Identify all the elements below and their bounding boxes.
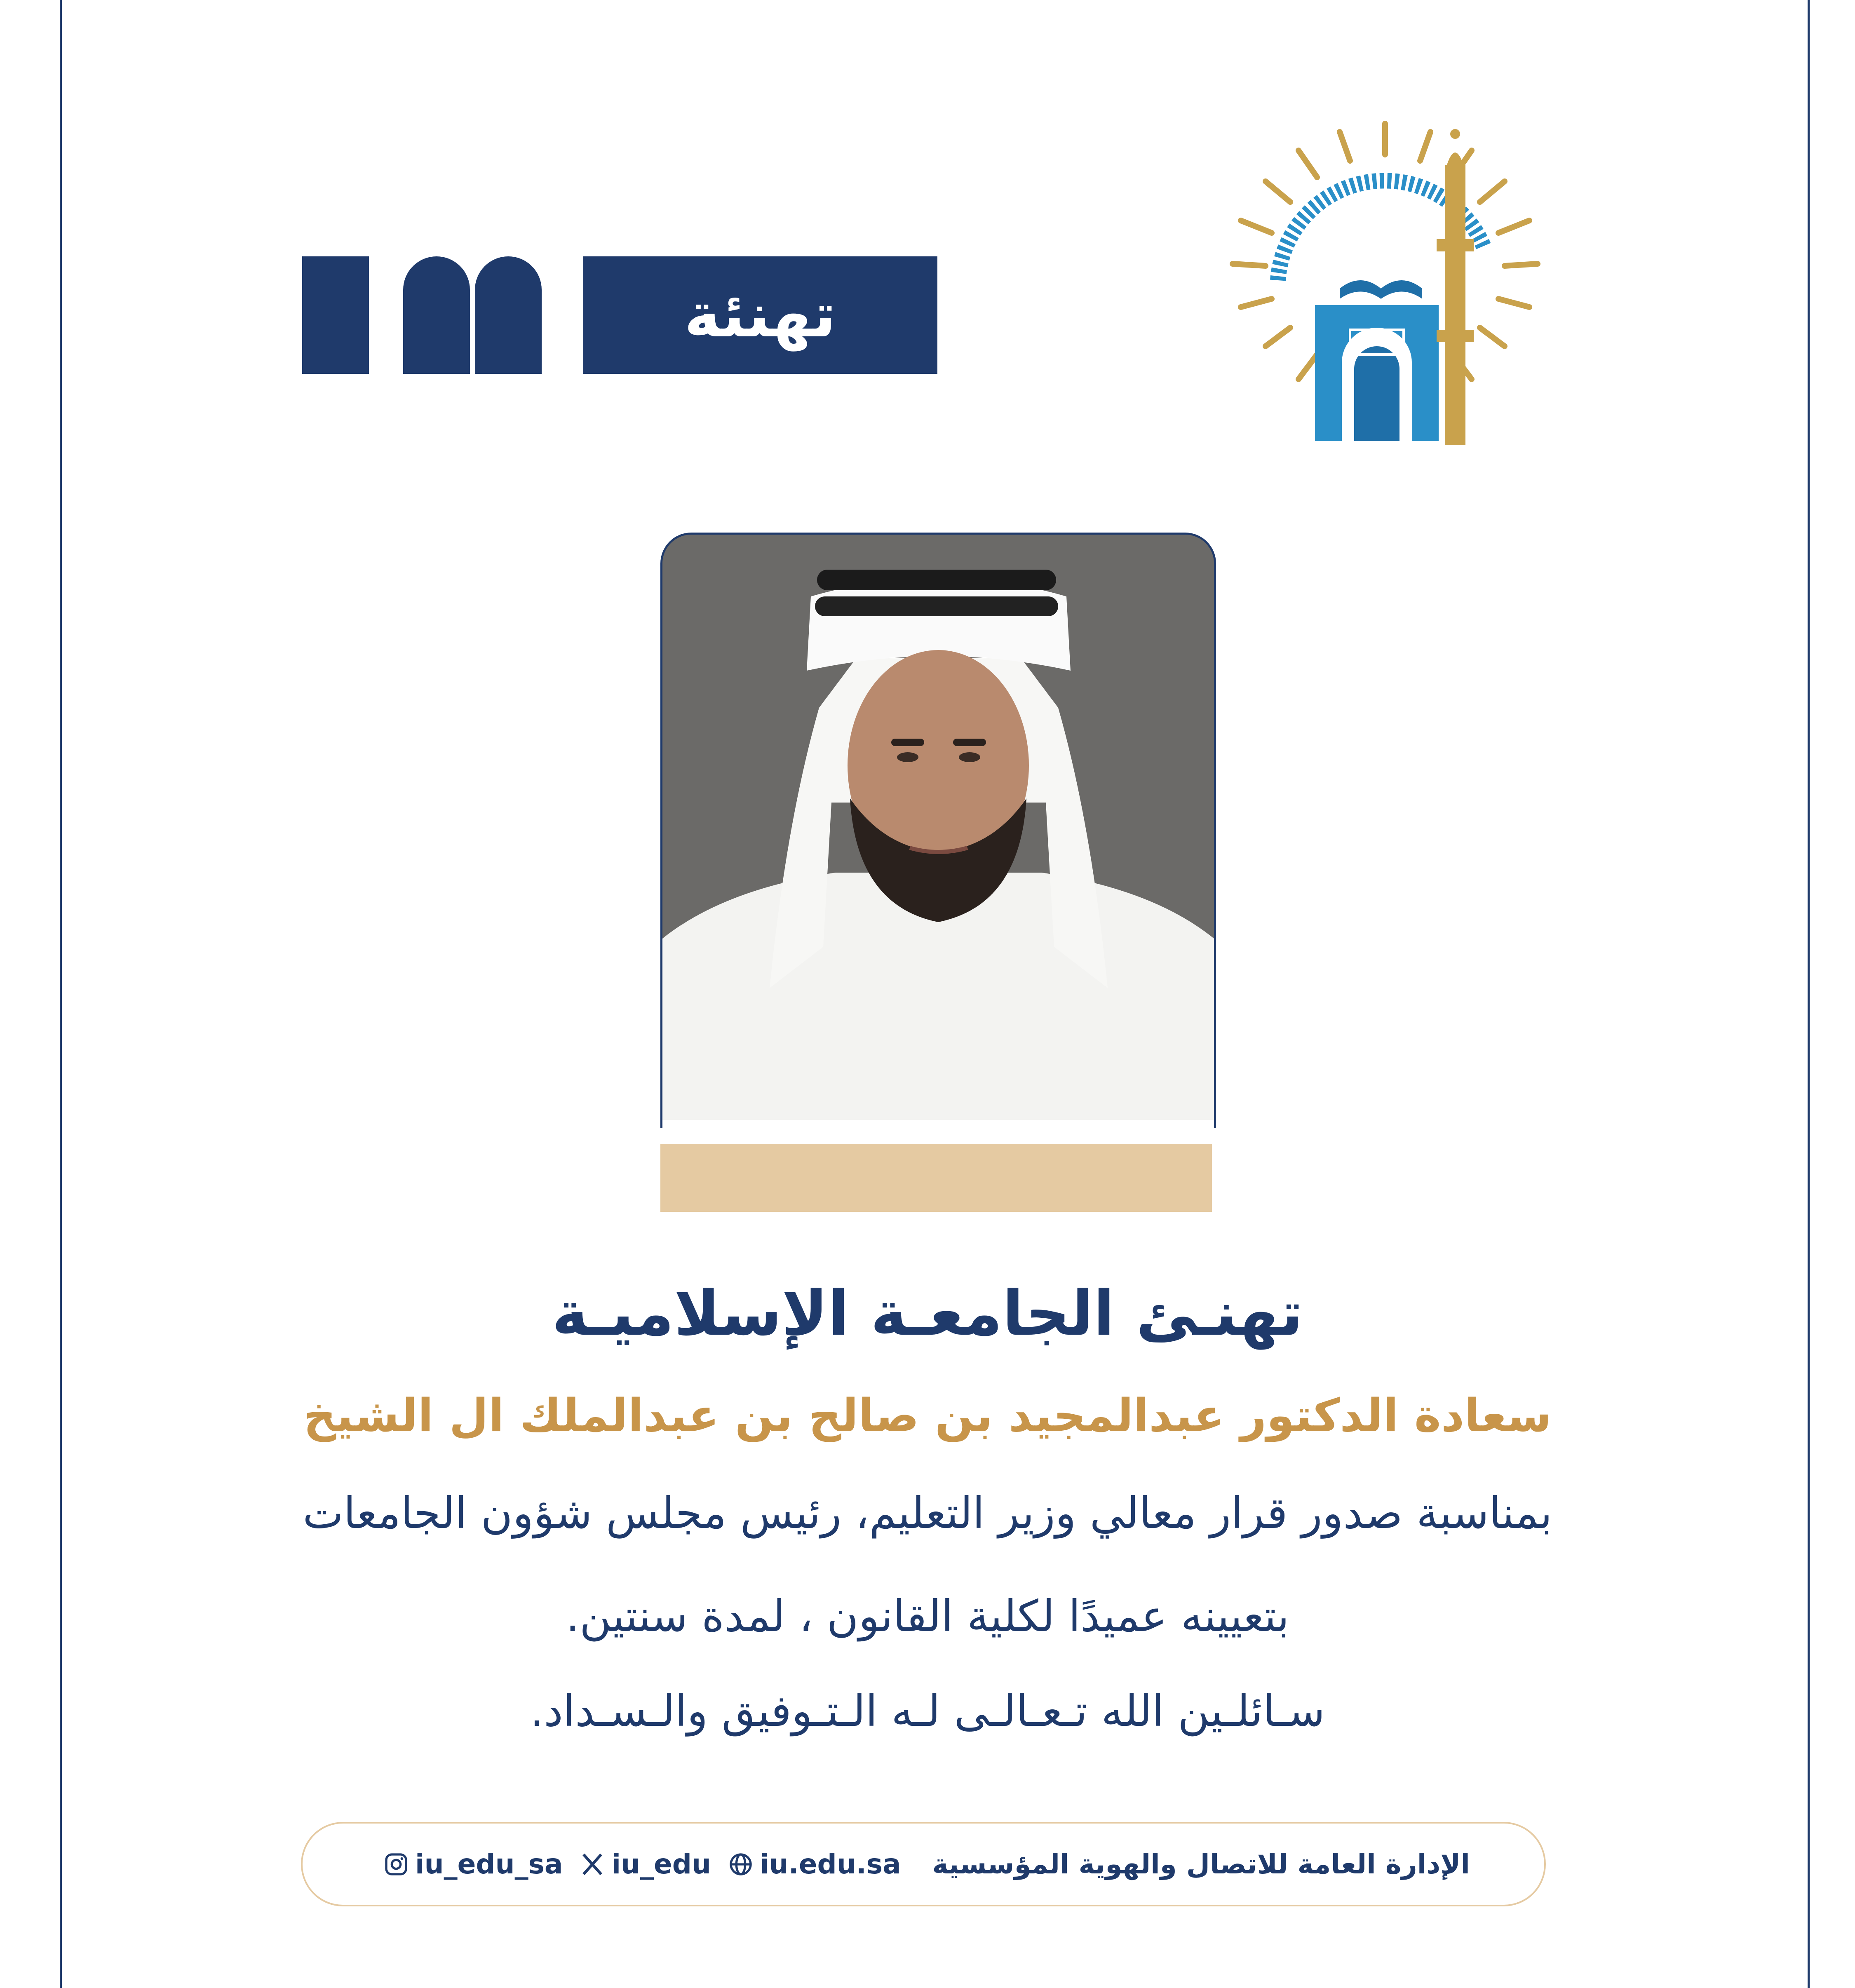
globe-icon xyxy=(728,1851,754,1878)
message-line-3: سـائلـين الله تـعـالـى لـه الـتـوفيق والـسـداد. xyxy=(530,1686,1325,1736)
x-icon xyxy=(579,1851,606,1878)
honoree-name: سعادة الدكتور عبدالمجيد بن صالح بن عبدالملك ال الشيخ xyxy=(303,1389,1552,1442)
message-line-2: بتعيينه عميدًا لكلية القانون ، لمدة سنتين. xyxy=(566,1591,1289,1641)
social-links xyxy=(383,1824,901,1905)
department-name: الإدارة العامة للاتصال والهوية المؤسسية xyxy=(932,1848,1470,1880)
website-link[interactable] xyxy=(728,1848,901,1880)
decorative-arch xyxy=(475,256,542,374)
x-handle: iu_edu xyxy=(611,1848,711,1880)
decorative-block xyxy=(302,256,369,374)
portrait-photo xyxy=(660,533,1216,1128)
instagram-handle: iu_edu_sa xyxy=(415,1848,563,1880)
footer-bar xyxy=(301,1822,1546,1906)
website-url: iu.edu.sa xyxy=(760,1848,901,1880)
headline: تهنـئ الجامعـة الإسلاميـة xyxy=(552,1278,1303,1350)
x-link[interactable] xyxy=(579,1848,711,1880)
portrait-illustration xyxy=(662,535,1214,1128)
university-logo xyxy=(1216,115,1554,458)
message-line-1: بمناسبة صدور قرار معالي وزير التعليم، رئيس مجلس شؤون الجامعات xyxy=(303,1488,1552,1538)
page-title: تهنئة xyxy=(583,256,937,374)
decorative-arch xyxy=(403,256,470,374)
instagram-icon xyxy=(383,1851,409,1878)
instagram-link[interactable] xyxy=(383,1848,563,1880)
photo-caption-bar xyxy=(660,1144,1212,1212)
